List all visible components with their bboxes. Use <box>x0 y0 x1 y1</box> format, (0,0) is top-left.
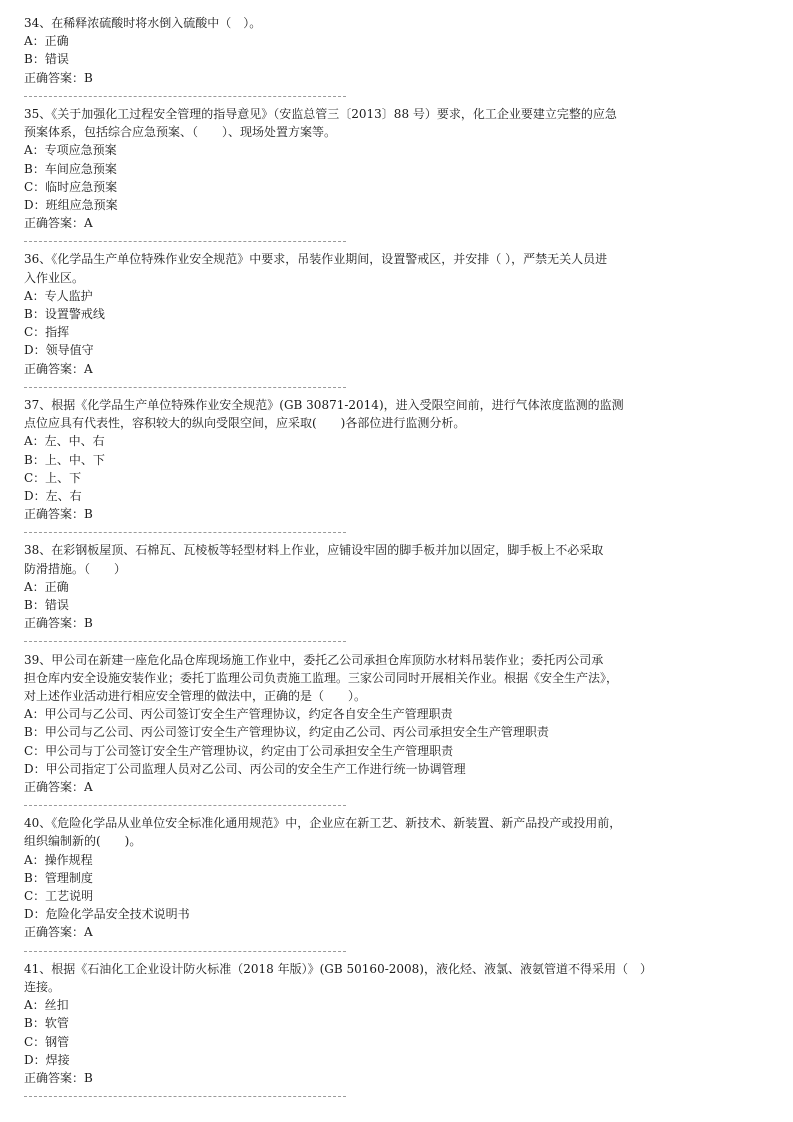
question-text: 39、甲公司在新建一座危化品仓库现场施工作业中，委托乙公司承担仓库顶防水材料吊装作业；委托丙公司承 <box>24 652 604 667</box>
option-c: C：临时应急预案 <box>24 179 118 194</box>
option-d: D：班组应急预案 <box>24 197 118 212</box>
option-b: B：车间应急预案 <box>24 161 117 176</box>
question-item <box>24 250 704 396</box>
option-a: A：丝扣 <box>24 998 69 1013</box>
question-item <box>24 105 704 251</box>
question-list <box>24 14 704 1105</box>
dashed-divider <box>24 87 704 105</box>
option-b: B：设置警戒线 <box>24 307 105 321</box>
option-b: B：软管 <box>24 1016 69 1031</box>
dashed-divider <box>24 796 704 814</box>
question-item <box>24 541 704 650</box>
correct-answer: 正确答案：B <box>24 616 93 631</box>
option-a: A：甲公司与乙公司、丙公司签订安全生产管理协议，约定各自安全生产管理职责 <box>24 707 453 722</box>
question-text: 37、根据《化学品生产单位特殊作业安全规范》(GB 30871-2014)，进入受限空间前，进行气体浓度监测的监测 <box>24 397 624 412</box>
option-d: D：领导值守 <box>24 343 94 358</box>
question-item <box>24 14 704 105</box>
option-b: B：上、中、下 <box>24 452 105 467</box>
question-item <box>24 960 704 1106</box>
option-c: C：指挥 <box>24 325 70 340</box>
option-d: D：左、右 <box>24 488 82 503</box>
question-text: 连接。 <box>24 979 61 994</box>
question-text: 35、《关于加强化工过程安全管理的指导意见》（安监总管三〔2013〕88 号）要求，化工企业要建立完整的应急 <box>24 106 617 121</box>
question-item <box>24 396 704 542</box>
question-text: 入作业区。 <box>24 270 85 285</box>
question-text: 36、《化学品生产单位特殊作业安全规范》中要求，吊装作业期间，设置警戒区，并安排（ ），严禁无关人员进 <box>24 252 608 267</box>
option-c: C：工艺说明 <box>24 889 94 903</box>
option-b: B：错误 <box>24 598 69 612</box>
option-a: A：专人监护 <box>24 288 93 303</box>
correct-answer: 正确答案：A <box>24 361 93 376</box>
question-text: 点位应具有代表性，容积较大的纵向受限空间，应采取( )各部位进行监测分析。 <box>24 416 466 431</box>
question-text: 防滑措施。（ ） <box>24 561 127 576</box>
question-text: 组织编制新的( )。 <box>24 834 142 849</box>
option-c: C：钢管 <box>24 1034 70 1049</box>
question-text: 40、《危险化学品从业单位安全标准化通用规范》中，企业应在新工艺、新技术、新装置、新产品投产或投用前， <box>24 816 622 831</box>
option-c: C：甲公司与丁公司签订安全生产管理协议，约定由丁公司承担安全生产管理职责 <box>24 743 454 758</box>
correct-answer: 正确答案：B <box>24 507 93 522</box>
option-a: A：专项应急预案 <box>24 143 117 158</box>
correct-answer: 正确答案：A <box>24 216 93 231</box>
correct-answer: 正确答案：A <box>24 779 93 794</box>
correct-answer: 正确答案：B <box>24 70 93 85</box>
dashed-divider <box>24 378 704 396</box>
question-text: 预案体系，包括综合应急预案、（ ）、现场处置方案等。 <box>24 125 337 140</box>
question-text: 担仓库内安全设施安装作业；委托丁监理公司负责施工监理。三家公司同时开展相关作业。根据《安全生产法》， <box>24 670 619 685</box>
option-a: A：左、中、右 <box>24 434 105 449</box>
question-item <box>24 651 704 815</box>
option-b: B：甲公司与乙公司、丙公司签订安全生产管理协议，约定由乙公司、丙公司承担安全生产管理职责 <box>24 725 549 740</box>
dashed-divider <box>24 632 704 650</box>
dashed-divider <box>24 1087 704 1105</box>
question-text: 34、在稀释浓硫酸时将水倒入硫酸中（ ）。 <box>24 16 262 30</box>
dashed-divider <box>24 232 704 250</box>
option-a: A：操作规程 <box>24 852 93 867</box>
question-text: 41、根据《石油化工企业设计防火标准（2018 年版）》(GB 50160-2008)，液化烃、液氯、液氨管道不得采用（ ） <box>24 961 652 976</box>
option-d: D：焊接 <box>24 1052 70 1067</box>
option-d: D：危险化学品安全技术说明书 <box>24 907 190 922</box>
correct-answer: 正确答案：A <box>24 925 93 940</box>
dashed-divider <box>24 523 704 541</box>
question-item <box>24 814 704 960</box>
option-b: B：管理制度 <box>24 870 93 885</box>
option-b: B：错误 <box>24 52 69 67</box>
option-d: D：甲公司指定丁公司监理人员对乙公司、丙公司的安全生产工作进行统一协调管理 <box>24 761 466 776</box>
question-text: 38、在彩钢板屋顶、石棉瓦、瓦棱板等轻型材料上作业，应铺设牢固的脚手板并加以固定，脚手板上不必采取 <box>24 543 604 558</box>
correct-answer: 正确答案：B <box>24 1070 93 1085</box>
question-text: 对上述作业活动进行相应安全管理的做法中，正确的是（ ）。 <box>24 688 367 703</box>
option-c: C：上、下 <box>24 470 82 485</box>
dashed-divider <box>24 942 704 960</box>
option-a: A：正确 <box>24 579 69 594</box>
option-a: A：正确 <box>24 34 69 49</box>
